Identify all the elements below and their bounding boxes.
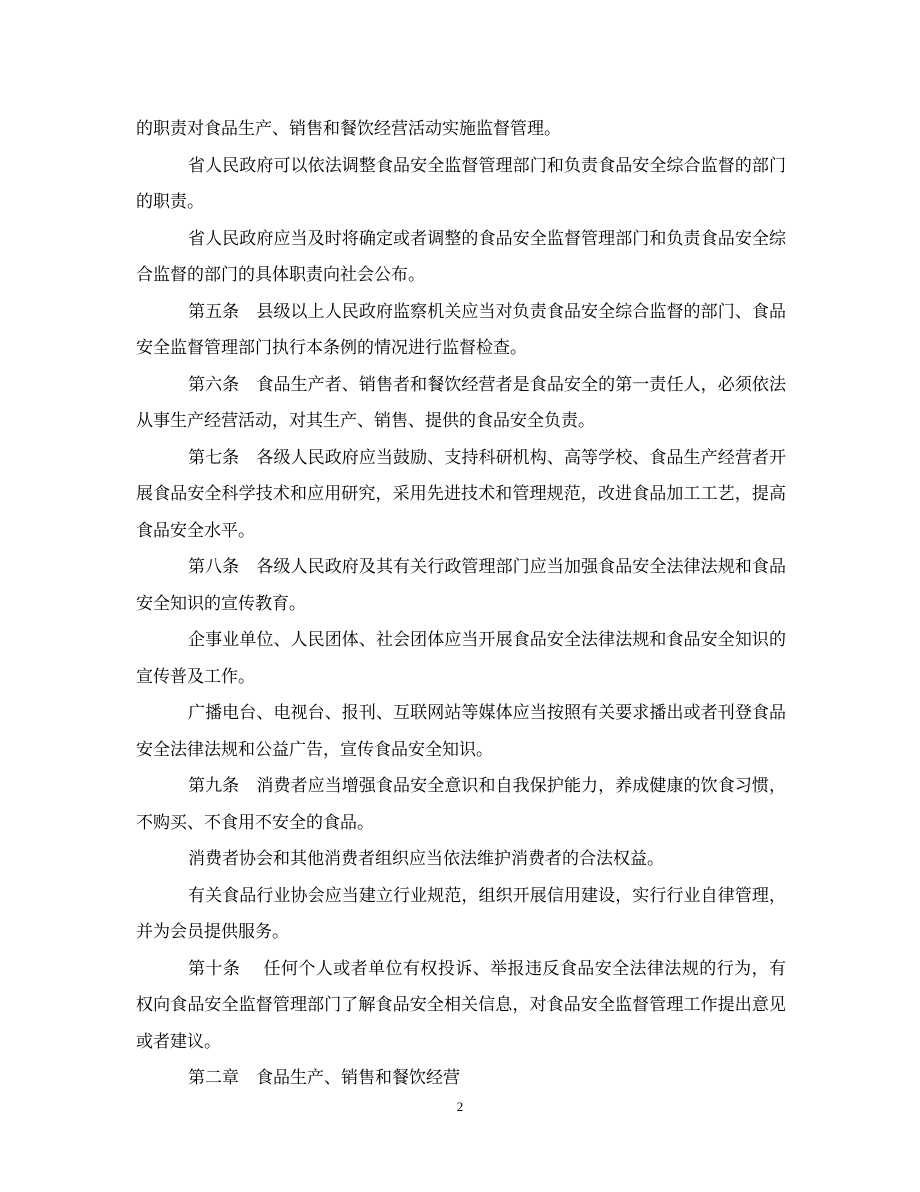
paragraph-provincial-publish: 省人民政府应当及时将确定或者调整的食品安全监督管理部门和负责食品安全综合监督的部门的具体职责向社会公布。 xyxy=(136,228,786,285)
paragraph-continuation: 的职责对食品生产、销售和餐饮经营活动实施监督管理。 xyxy=(136,119,561,139)
article-6: 第六条 食品生产者、销售者和餐饮经营者是食品安全的第一责任人，必须依法从事生产经营活动，对其生产、销售、提供的食品安全负责。 xyxy=(136,374,786,431)
paragraph-industry-associations: 有关食品行业协会应当建立行业规范，组织开展信用建设，实行行业自律管理，并为会员提供服务。 xyxy=(136,885,786,942)
article-5: 第五条 县级以上人民政府监察机关应当对负责食品安全综合监督的部门、食品安全监督管理部门执行本条例的情况进行监督检查。 xyxy=(136,301,786,358)
chapter-2-heading: 第二章 食品生产、销售和餐饮经营 xyxy=(188,1068,460,1088)
article-10: 第十条 任何个人或者单位有权投诉、举报违反食品安全法律法规的行为，有权向食品安全监督管理部门了解食品安全相关信息，对食品安全监督管理工作提出意见或者建议。 xyxy=(136,958,786,1052)
paragraph-enterprises: 企事业单位、人民团体、社会团体应当开展食品安全法律法规和食品安全知识的宣传普及工作。 xyxy=(136,630,786,687)
paragraph-consumer-associations: 消费者协会和其他消费者组织应当依法维护消费者的合法权益。 xyxy=(188,849,664,869)
paragraph-provincial-adjust: 省人民政府可以依法调整食品安全监督管理部门和负责食品安全综合监督的部门的职责。 xyxy=(136,155,786,212)
article-9: 第九条 消费者应当增强食品安全意识和自我保护能力，养成健康的饮食习惯，不购买、不食用不安全的食品。 xyxy=(136,776,786,833)
paragraph-media: 广播电台、电视台、报刊、互联网站等媒体应当按照有关要求播出或者刊登食品安全法律法规和公益广告，宣传食品安全知识。 xyxy=(136,703,786,760)
document-body xyxy=(136,111,786,1097)
page-number: 2 xyxy=(456,1099,464,1114)
article-7: 第七条 各级人民政府应当鼓励、支持科研机构、高等学校、食品生产经营者开展食品安全科学技术和应用研究，采用先进技术和管理规范，改进食品加工工艺，提高食品安全水平。 xyxy=(136,447,786,541)
article-8: 第八条 各级人民政府及其有关行政管理部门应当加强食品安全法律法规和食品安全知识的宣传教育。 xyxy=(136,557,786,614)
